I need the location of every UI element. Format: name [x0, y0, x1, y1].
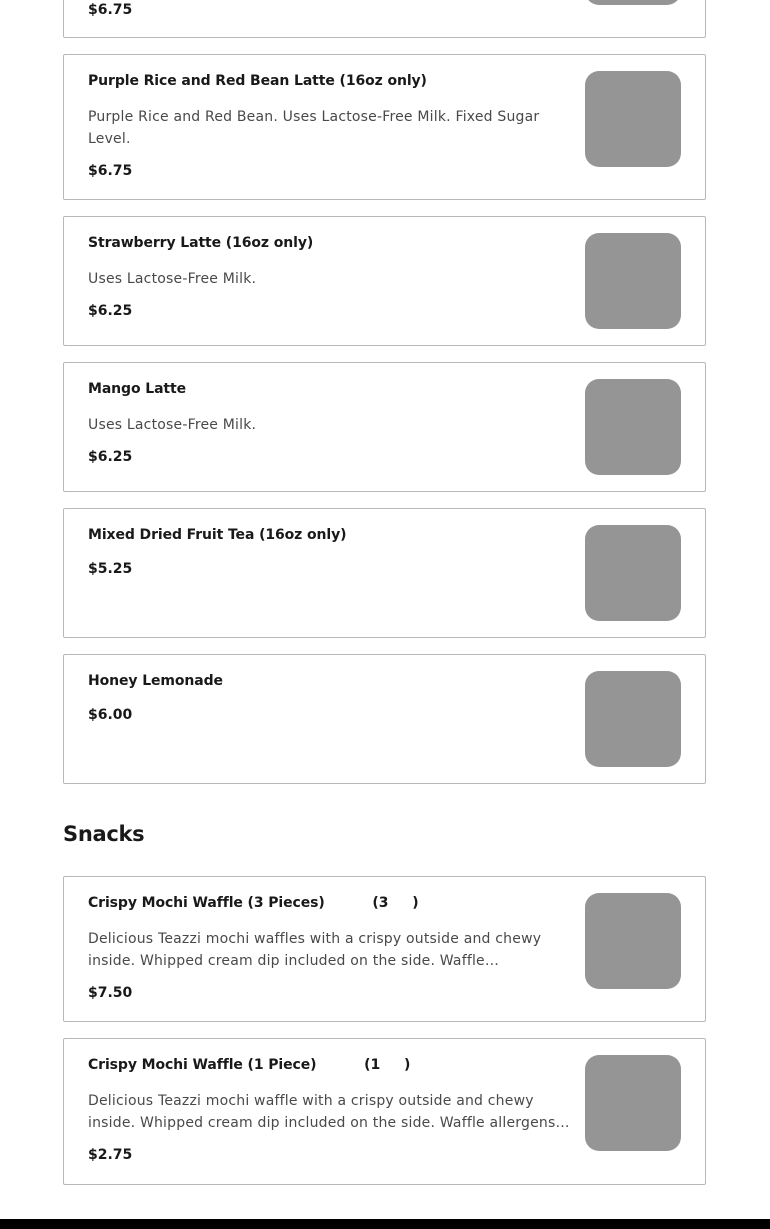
item-price: $6.75: [88, 163, 133, 179]
item-image: [585, 1055, 681, 1151]
item-description: Delicious Teazzi mochi waffles with a crispy outside and chewy inside. Whipped cream dip included on the side. Waffle: [88, 931, 542, 969]
footer-bar: [0, 1219, 770, 1229]
item-price: $6.25: [88, 449, 133, 465]
item-name: Crispy Mochi Waffle (1 Piece) (1 ): [88, 1057, 411, 1073]
item-price: $6.25: [88, 303, 133, 319]
menu-item-card[interactable]: [63, 1038, 706, 1185]
item-description: Delicious Teazzi mochi waffle with a crispy outside and chewy inside. Whipped cream dip included on the side. Waffle allergens:: [88, 1093, 561, 1131]
item-price: $5.25: [88, 561, 133, 577]
item-image: [585, 233, 681, 329]
section-title-snacks: Snacks: [63, 822, 145, 846]
item-image: [585, 379, 681, 475]
item-description: Uses Lactose-Free Milk.: [88, 417, 257, 433]
item-image: [585, 893, 681, 989]
menu-item-card[interactable]: [63, 654, 706, 784]
menu-item-card[interactable]: [63, 216, 706, 346]
item-description: Purple Rice and Red Bean. Uses Lactose-Free Milk. Fixed Sugar Level.: [88, 109, 540, 147]
item-name: Honey Lemonade: [88, 673, 223, 689]
item-price: $6.00: [88, 707, 133, 723]
item-description: Uses Lactose-Free Milk.: [88, 271, 257, 287]
item-name: Mango Latte: [88, 381, 187, 397]
menu-item-card[interactable]: [63, 0, 706, 38]
menu-item-card[interactable]: [63, 508, 706, 638]
menu-item-card[interactable]: [63, 54, 706, 200]
item-image: [585, 525, 681, 621]
menu-item-card[interactable]: [63, 876, 706, 1022]
item-price: $7.50: [88, 985, 133, 1001]
item-image: [585, 71, 681, 167]
item-price: $2.75: [88, 1147, 133, 1163]
item-name: Purple Rice and Red Bean Latte (16oz only): [88, 73, 427, 89]
item-name: Strawberry Latte (16oz only): [88, 235, 314, 251]
item-image: [585, 0, 681, 5]
item-image: [585, 671, 681, 767]
menu-item-card[interactable]: [63, 362, 706, 492]
item-price: $6.75: [88, 2, 133, 18]
item-name: Mixed Dried Fruit Tea (16oz only): [88, 527, 347, 543]
item-name: Crispy Mochi Waffle (3 Pieces) (3 ): [88, 895, 419, 911]
